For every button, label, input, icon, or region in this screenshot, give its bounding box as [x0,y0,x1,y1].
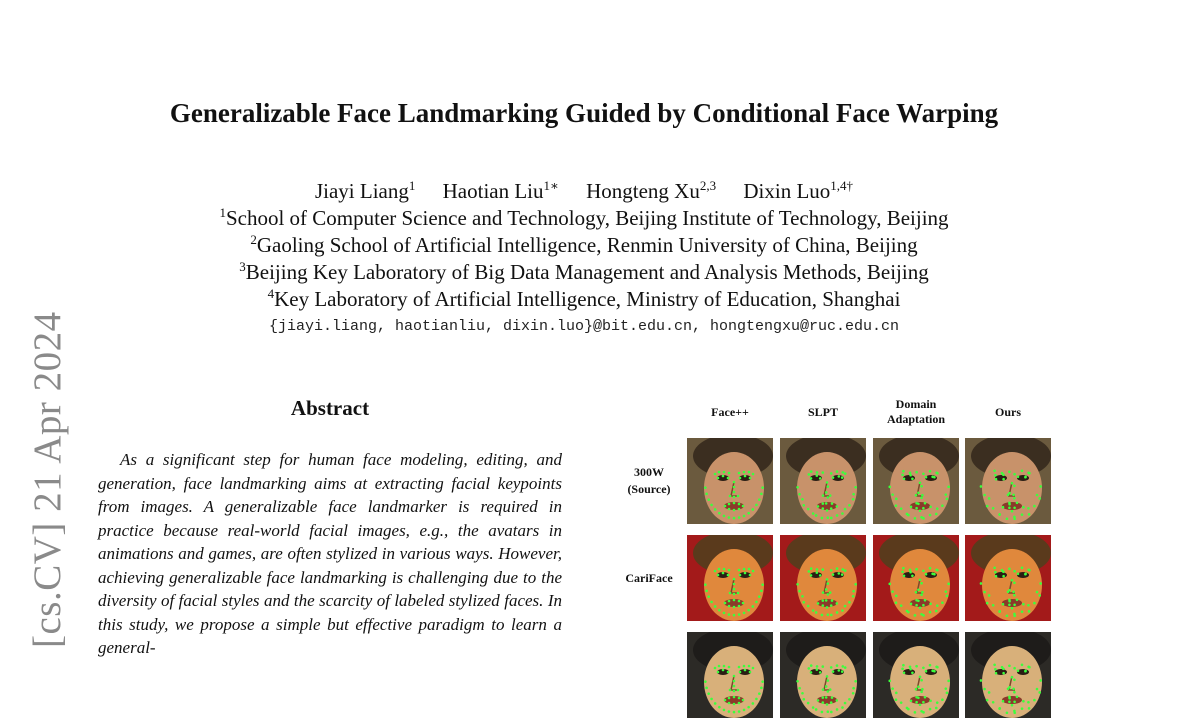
author-1 [315,179,415,203]
author-sup: 2,3 [699,178,717,193]
abstract-heading: Abstract [290,396,370,420]
author-sup: 1,4† [830,178,854,193]
author-name: Hongteng Xu [586,179,700,203]
abstract-text: As a significant step for human face modeling, editing, and generation, face landmarking aims at extracting facial keypoints from images. A generalizable face landmarker is required in practice because real-world facial images, e.g., the avatars in animations and games, are often stylized in various ways. However, achieving generalizable face landmarking is challenging due to the diversity of facial styles and the scarcity of labeled stylized faces. In this study, we propose a simple but effective paradigm to learn a general- [98,450,562,657]
paper-title: Generalizable Face Landmarking Guided by Conditional Face Warping [169,98,999,128]
landmark-result-image [687,632,773,718]
figure-row-label: 300W (Source) [627,465,671,496]
figure-row-label: CariFace [625,570,673,585]
affiliation-sup: 2 [250,232,257,247]
landmark-result-image [780,632,866,718]
author-3 [586,179,716,203]
figure-column-header: Ours [994,405,1021,419]
landmark-result-image [780,535,866,621]
affiliation-text: School of Computer Science and Technology, Beijing Institute of Technology, Beijing [225,206,949,230]
affiliation-sup: 1 [219,205,226,220]
author-list [0,178,1168,205]
figure-column-header: SLPT [807,405,838,419]
affiliation-text: Gaoling School of Artificial Intelligence, Renmin University of China, Beijing [256,233,918,257]
author-emails[interactable]: {jiayi.liang, haotianliu, dixin.luo}@bit.edu.cn, hongtengxu@ruc.edu.cn [268,318,900,335]
figure-column-header: Domain Adaptation [886,397,945,426]
affiliation-4 [0,286,1168,313]
landmark-result-image [873,535,959,621]
author-name: Dixin Luo [743,179,831,203]
affiliation-sup: 4 [267,286,275,301]
author-name: Jiayi Liang [314,179,409,203]
landmark-result-image [687,535,773,621]
landmark-comparison-figure [612,396,1062,656]
author-sup: 1∗ [543,178,559,193]
affiliation-sup: 3 [239,259,246,274]
author-name: Haotian Liu [442,179,544,203]
affiliation-3 [0,259,1168,286]
figure-column-header: Face++ [711,405,749,419]
landmark-result-image [965,438,1051,524]
affiliation-1 [0,205,1168,232]
author-sup: 1 [408,178,416,193]
affiliation-2 [0,232,1168,259]
landmark-result-image [873,632,959,718]
author-2 [443,179,559,203]
affiliation-text: Key Laboratory of Artificial Intelligence, Ministry of Education, Shanghai [274,287,901,311]
landmark-result-image [965,632,1051,718]
landmark-result-image [965,535,1051,621]
landmark-result-image [780,438,866,524]
affiliation-text: Beijing Key Laboratory of Big Data Management and Analysis Methods, Beijing [245,260,929,284]
author-4 [743,179,853,203]
author-block [0,178,1168,341]
arxiv-stamp: [cs.CV] 21 Apr 2024 [26,311,69,648]
landmark-result-image [873,438,959,524]
landmark-result-image [687,438,773,524]
